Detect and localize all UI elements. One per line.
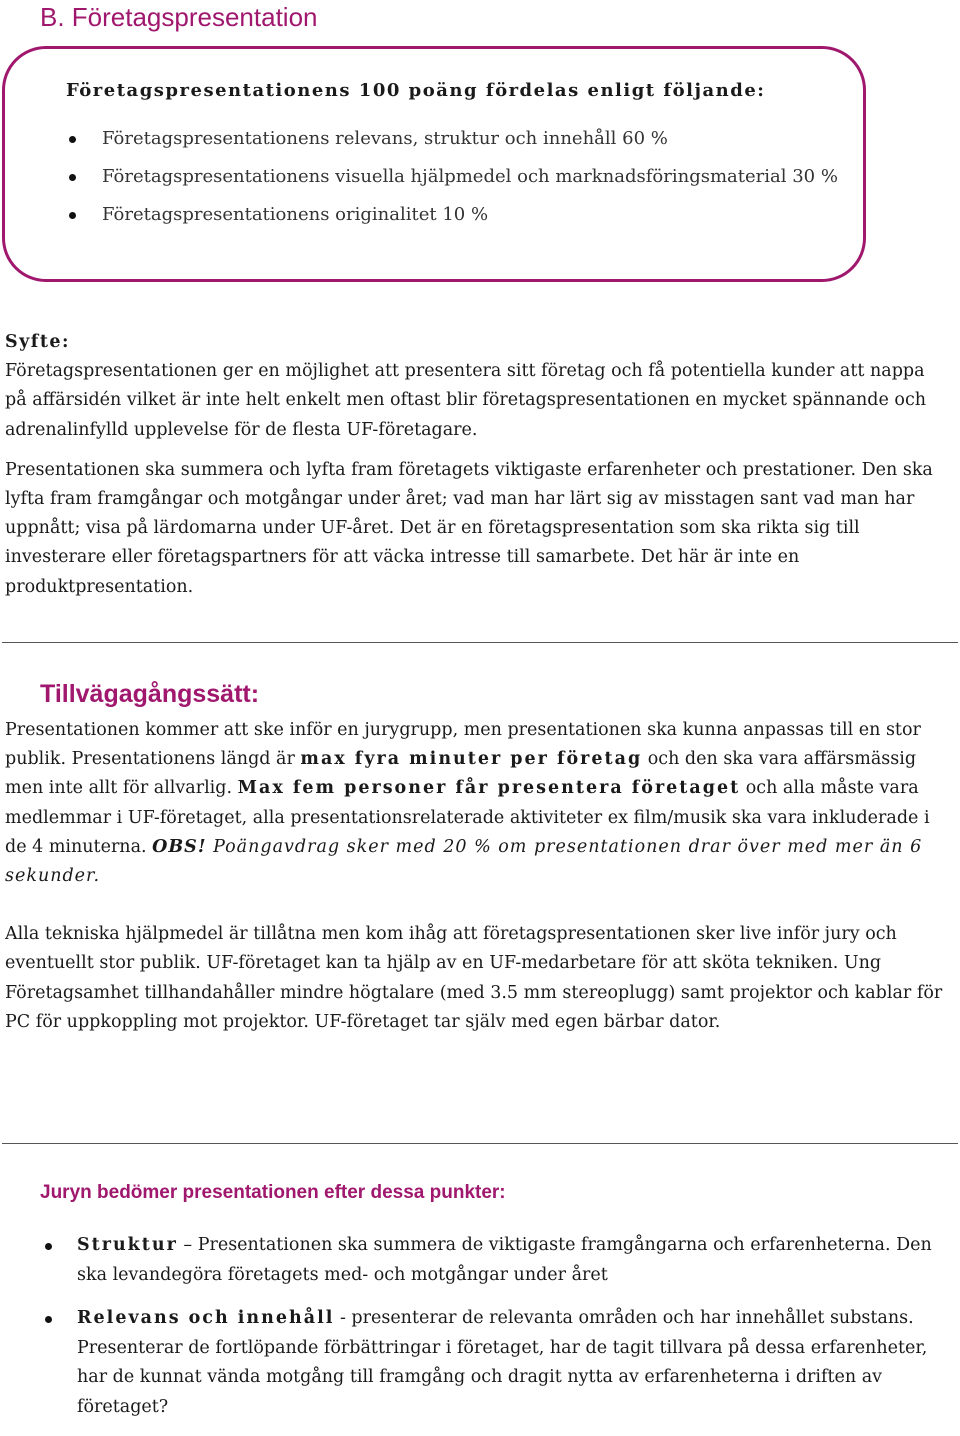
syfte-section	[5, 328, 950, 602]
method-penalty-note: Poängavdrag sker med 20 % om presentationen drar över med mer än 6 sekunder.	[5, 836, 923, 887]
method-paragraph-2: Alla tekniska hjälpmedel är tillåtna men kom ihåg att företagspresentationen sker live inför jury och eventuellt stor publik. UF-företaget kan ta hjälp av en UF-medarbetare för att sköta tekniken. Ung Företagsamhet tillhandahåller mindre högtalare (med 3.5 mm stereoplugg) samt projektor och kablar för PC för uppkoppling mot projektor. UF-företaget tar själv med egen bärbar dator.	[5, 924, 943, 1032]
obs-label: OBS!	[152, 836, 207, 857]
divider	[2, 642, 958, 643]
syfte-paragraph-2: Presentationen ska summera och lyfta fram företagets viktigaste erfarenheter och prestationer. Den ska lyfta fram framgångar och motgångar under året; vad man har lärt sig av misstagen sant vad man har uppnått; visa på lärdomarna under UF-året. Det är en företagspresentation som ska rikta sig till investerare eller företagspartners för att väcka intresse till samarbete. Det här är inte en produktpresentation.	[5, 459, 933, 597]
criterion-term: Struktur	[77, 1235, 178, 1255]
syfte-label: Syfte:	[5, 332, 71, 352]
points-box-title: Företagspresentationens 100 poäng fördelas enligt följande:	[66, 80, 766, 101]
method-section	[5, 716, 950, 1037]
criterion-text: – Presentationen ska summera de viktigaste framgångarna och erfarenheterna. Den ska levandegöra företagets med- och motgångar under året	[77, 1235, 932, 1285]
points-list	[66, 126, 846, 240]
list-item: Företagspresentationens originalitet 10 %	[66, 202, 846, 228]
method-text: och alla måste vara medlemmar i UF-företaget, alla presentationsrelaterade aktiviteter ex film/musik ska vara inkluderade i de 4 minuterna.	[5, 778, 930, 857]
method-paragraph-1	[5, 716, 950, 891]
list-item: Företagspresentationens visuella hjälpmedel och marknadsföringsmaterial 30 %	[66, 164, 846, 190]
list-item	[5, 1304, 935, 1422]
criterion-text: - presenterar de relevanta områden och har innehållet substans. Presenterar de fortlöpande förbättringar i företaget, har de tagit tillvara på dessa erfarenheter, har de kunnat vända motgång till framgång och dragit nytta av erfarenheterna i driften av företaget?	[77, 1308, 928, 1417]
method-title: Tillvägagångssätt:	[40, 680, 260, 708]
list-item: Företagspresentationens relevans, struktur och innehåll 60 %	[66, 126, 846, 152]
syfte-paragraph-1: Företagspresentationen ger en möjlighet att presentera sitt företag och få potentiella kunder att nappa på affärsidén vilket är inte helt enkelt men oftast blir företagspresentationen en mycket spännande och adrenalinfylld upplevelse för de flesta UF-företagare.	[5, 361, 927, 440]
list-item	[5, 1231, 935, 1290]
method-emphasis-duration: max fyra minuter per företag	[300, 749, 643, 770]
method-text: Presentationen kommer att ske inför en jurygrupp, men presentationen ska kunna anpassas till en stor publik. Presentationens längd är	[5, 720, 921, 770]
section-title: B. Företagspresentation	[40, 2, 318, 32]
jury-title: Juryn bedömer presentationen efter dessa punkter:	[40, 1182, 506, 1203]
criterion-term: Relevans och innehåll	[77, 1308, 335, 1328]
method-emphasis-persons: Max fem personer får presentera företaget	[237, 778, 741, 799]
jury-criteria-list	[5, 1231, 935, 1436]
method-text: och den ska vara affärsmässig men inte allt för allvarlig.	[5, 749, 917, 799]
divider	[2, 1143, 958, 1144]
